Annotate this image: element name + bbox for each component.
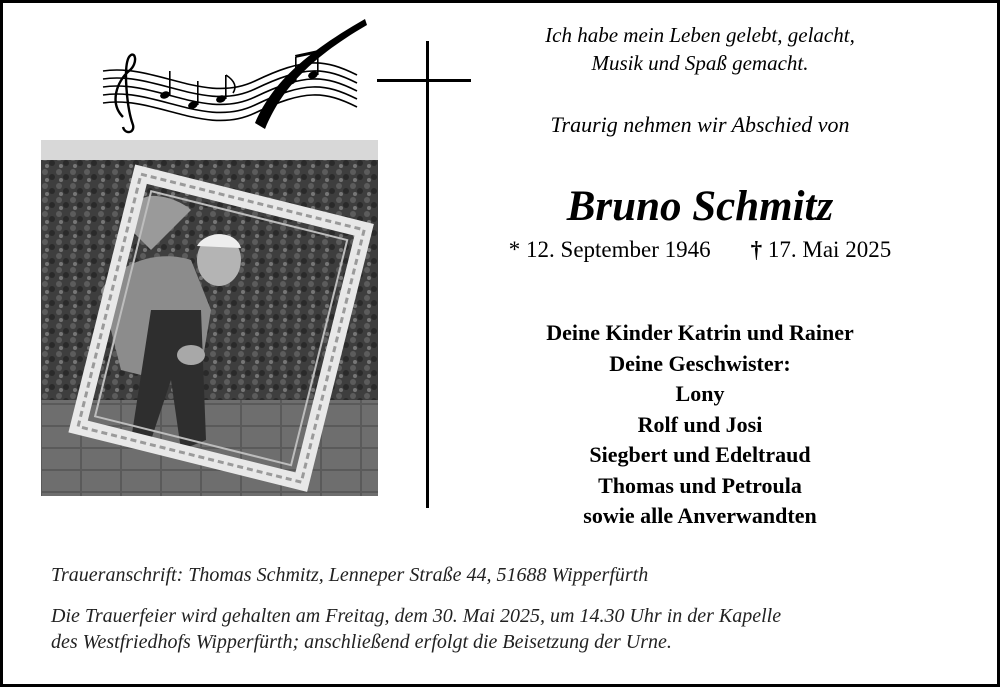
mourner-line: sowie alle Anverwandten bbox=[583, 503, 817, 528]
farewell-text: Traurig nehmen wir Abschied von bbox=[550, 112, 850, 137]
quote-line-1: Ich habe mein Leben gelebt, gelacht, bbox=[545, 23, 855, 47]
music-staff-icon bbox=[95, 19, 367, 137]
service-info bbox=[51, 603, 971, 655]
mourners-list bbox=[485, 318, 915, 532]
mourner-line: Rolf und Josi bbox=[637, 411, 763, 437]
cross-horizontal bbox=[377, 79, 471, 82]
life-dates bbox=[485, 235, 915, 265]
portrait-photo bbox=[41, 140, 378, 496]
birth-date: * 12. September 1946 bbox=[508, 237, 711, 262]
service-line-1: Die Trauerfeier wird gehalten am Freitag, dem 30. Mai 2025, um 14.30 Uhr in der Kapelle bbox=[51, 605, 782, 627]
deceased-name: Bruno Schmitz bbox=[566, 183, 834, 230]
death-cross-icon: † bbox=[750, 237, 763, 262]
mourner-line: Lony bbox=[675, 381, 725, 406]
mourner-line: Thomas und Petroula bbox=[598, 472, 802, 498]
mourner-line: Deine Geschwister: bbox=[609, 350, 791, 376]
death-date: 17. Mai 2025 bbox=[767, 237, 892, 262]
mourner-line: Siegbert und Edeltraud bbox=[589, 442, 811, 467]
mourner-line: Deine Kinder Katrin und Rainer bbox=[546, 320, 854, 345]
service-line-2: des Westfriedhofs Wipperfürth; anschließend erfolgt die Beisetzung der Urne. bbox=[51, 631, 672, 653]
quote-line-2: Musik und Spaß gemacht. bbox=[591, 51, 809, 75]
mourning-address: Traueranschrift: Thomas Schmitz, Lenneper Straße 44, 51688 Wipperfürth bbox=[51, 564, 649, 586]
quote bbox=[485, 21, 915, 77]
cross-vertical bbox=[426, 41, 429, 508]
